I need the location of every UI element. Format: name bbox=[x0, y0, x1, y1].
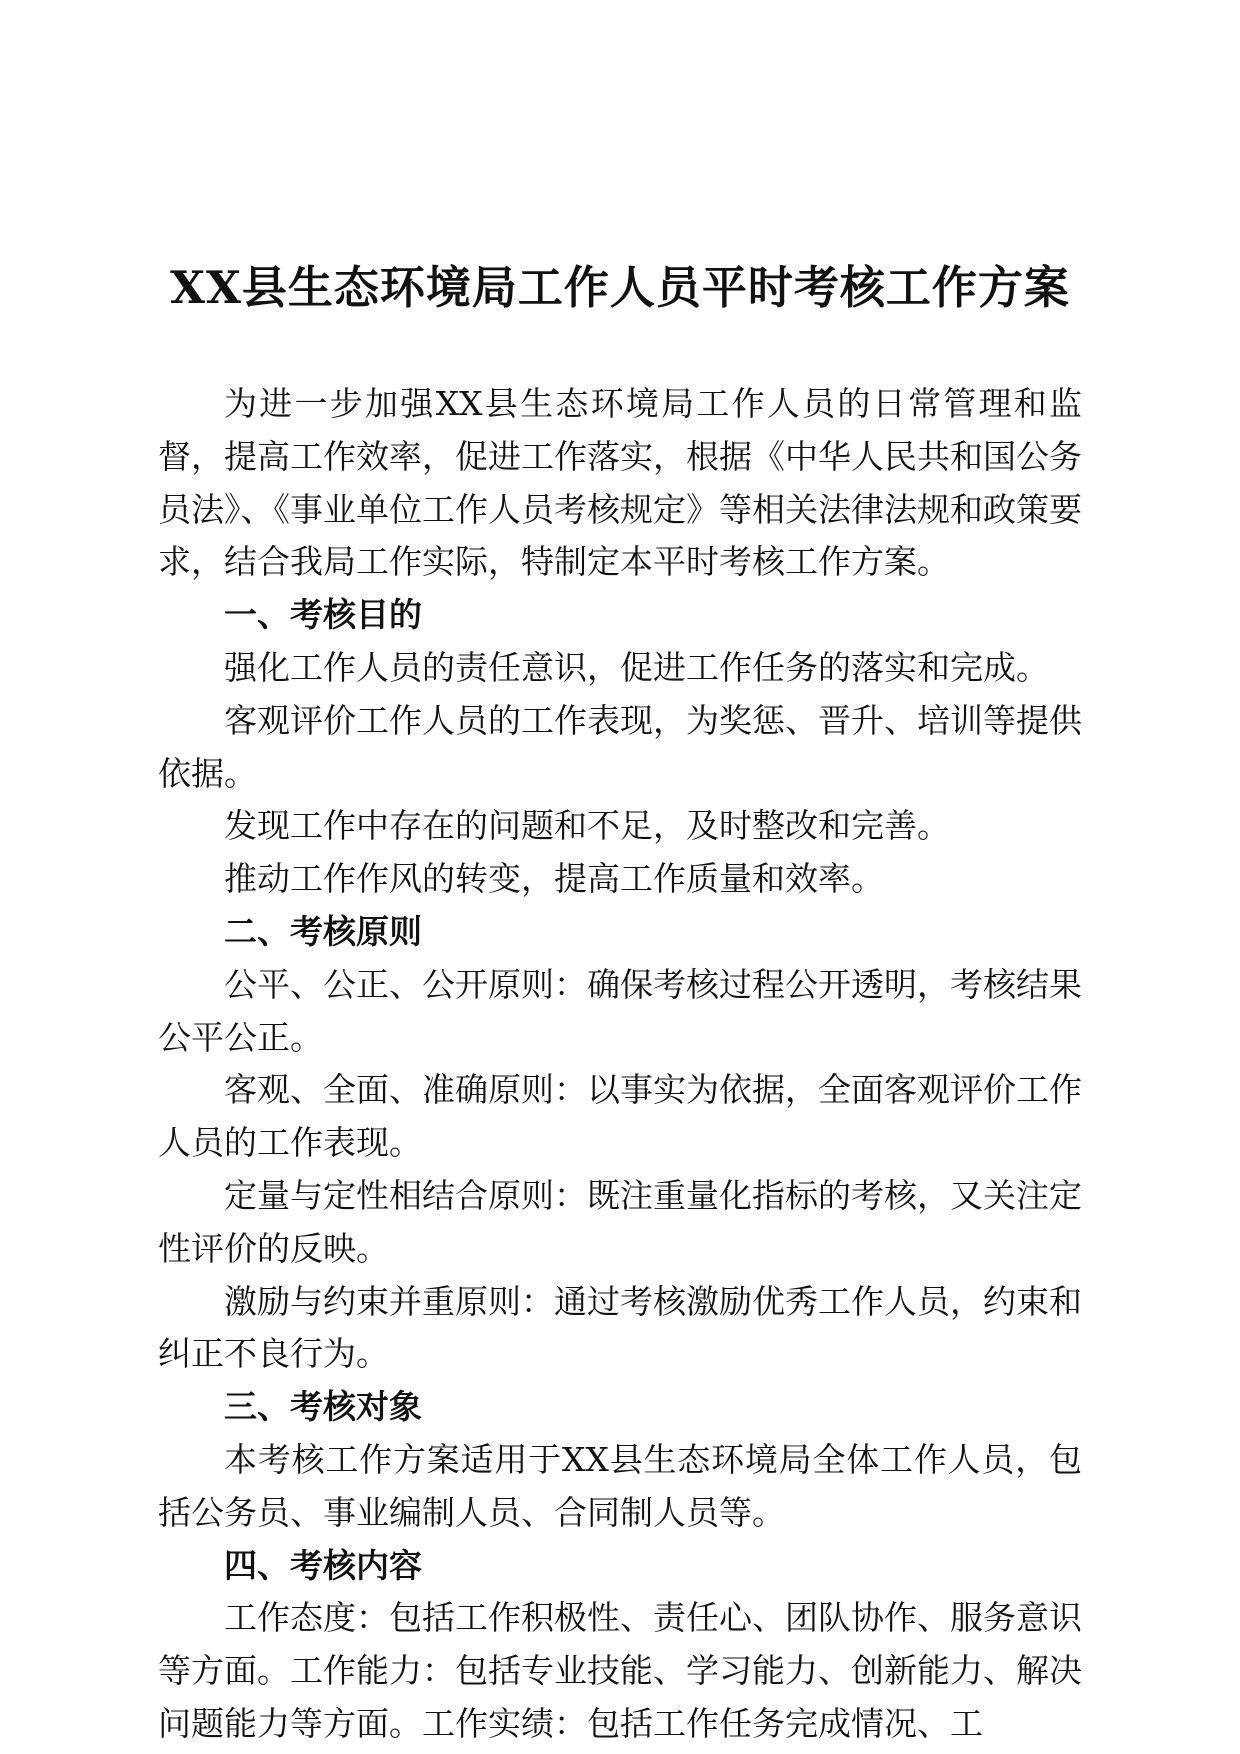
paragraph: 客观、全面、准确原则：以事实为依据，全面客观评价工作人员的工作表现。 bbox=[158, 1070, 1082, 1163]
paragraph: 推动工作作风的转变，提高工作质量和效率。 bbox=[224, 859, 884, 899]
section-heading-content: 四、考核内容 bbox=[224, 1545, 422, 1585]
paragraph: 发现工作中存在的问题和不足，及时整改和完善。 bbox=[224, 806, 950, 846]
document-title: XX县生态环境局工作人员平时考核工作方案 bbox=[170, 261, 1070, 314]
section-heading-targets: 三、考核对象 bbox=[224, 1387, 422, 1427]
paragraph: 客观评价工作人员的工作表现，为奖惩、晋升、培训等提供依据。 bbox=[158, 700, 1082, 793]
section-heading-principles: 二、考核原则 bbox=[224, 911, 422, 951]
intro-paragraph: 为进一步加强XX县生态环境局工作人员的日常管理和监督，提高工作效率，促进工作落实，根据《中华人民共和国公务员法》、《事业单位工作人员考核规定》等相关法律法规和政策要求，结合我局工作实际，特制定本平时考核工作方案。 bbox=[158, 384, 1082, 582]
paragraph: 激励与约束并重原则：通过考核激励优秀工作人员，约束和纠正不良行为。 bbox=[158, 1281, 1082, 1374]
paragraph: 定量与定性相结合原则：既注重量化指标的考核，又关注定性评价的反映。 bbox=[158, 1175, 1082, 1268]
paragraph: 公平、公正、公开原则：确保考核过程公开透明，考核结果公平公正。 bbox=[158, 964, 1082, 1057]
paragraph: 本考核工作方案适用于XX县生态环境局全体工作人员，包括公务员、事业编制人员、合同制人员等。 bbox=[158, 1439, 1082, 1532]
paragraph: 工作态度：包括工作积极性、责任心、团队协作、服务意识等方面。工作能力：包括专业技能、学习能力、创新能力、解决问题能力等方面。工作实绩：包括工作任务完成情况、工 bbox=[158, 1598, 1082, 1743]
section-heading-purpose: 一、考核目的 bbox=[224, 595, 422, 635]
document-body bbox=[158, 378, 1082, 1751]
paragraph: 强化工作人员的责任意识，促进工作任务的落实和完成。 bbox=[224, 647, 1049, 687]
